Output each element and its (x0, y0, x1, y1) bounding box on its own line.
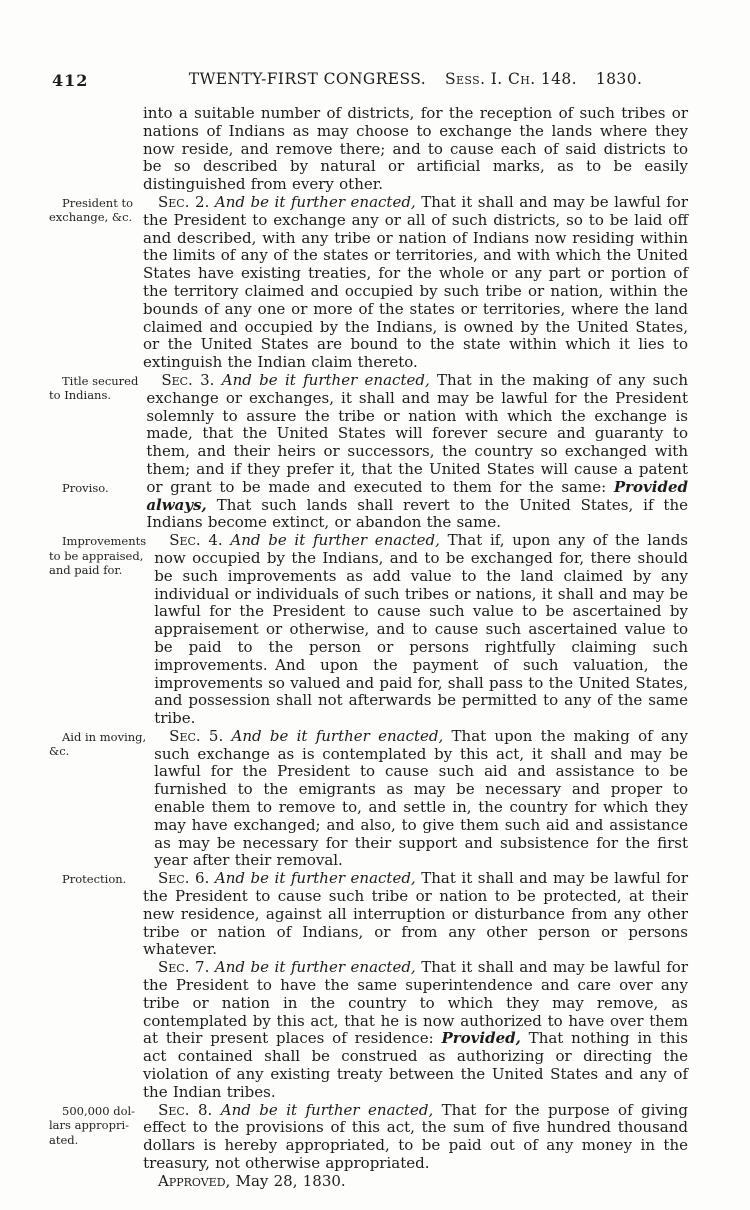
approval-line-row (49, 1173, 688, 1191)
margin-note-line: Title secured (62, 373, 139, 388)
page-number: 412 (52, 71, 89, 90)
margin-note (49, 194, 135, 225)
section-4-note-column (49, 532, 154, 578)
section-8-note-column (49, 1102, 143, 1148)
header-session-chapter: Sess. I. Ch. 148. (444, 70, 577, 88)
section-5-paragraph (154, 728, 688, 870)
text-run: And be it further enacted, (214, 370, 430, 389)
text-run: That upon the making of any such exchange as is contemplated by this act, it shall and may be lawful for the President to cause such aid and assistance to be furnished to the emigrants as may be necessary and proper to enable them to remove to, and settle in, the country for which they may have exchanged; and also, to give them such aid and assistance as may be necessary for their support and subsistence for the first year after their removal. (154, 726, 688, 870)
text-run: And be it further enacted, (209, 869, 416, 888)
margin-note (49, 1102, 135, 1148)
text-run: That nothing in this act contained shall be construed as authorizing or directing the violation of any existing treaty between the United States and any of the Indian tribes. (143, 1029, 688, 1101)
text-run: And be it further enacted, (209, 192, 416, 211)
section-8-paragraph (143, 1102, 688, 1173)
intro-continuation-row (49, 105, 688, 194)
text-run: Sec. 4. (169, 531, 223, 550)
text-run: Sec. 2. (158, 192, 210, 211)
running-header (0, 70, 750, 92)
margin-note (49, 870, 135, 887)
section-3-note-column (49, 372, 146, 495)
text-run: Provided always, (146, 477, 688, 514)
act-body (49, 105, 688, 1210)
section-6-note-column (49, 870, 143, 887)
intro-continuation-paragraph (143, 105, 688, 194)
section-7-paragraph (143, 959, 688, 1101)
text-run: Approved, (158, 1171, 231, 1190)
margin-note (49, 372, 138, 403)
text-run: into a suitable number of districts, for the reception of such tribes or nations of Indians as may choose to exchange the lands where they now reside, and remove there; and to cause each of said districts to be so described by natural or artificial marks, as to be easily distinguished from every other. (143, 104, 688, 194)
margin-note-line: lars appropri- (49, 1118, 130, 1133)
margin-note-line: Aid in moving, (62, 729, 147, 744)
section-6-paragraph (143, 870, 688, 959)
text-run: Sec. 7. (158, 958, 210, 977)
text-run: And be it further enacted, (209, 958, 416, 977)
margin-note-line: Improvements (62, 534, 147, 549)
section-4-paragraph (154, 532, 688, 728)
text-run: Provided, (441, 1029, 521, 1048)
section-5-row (49, 728, 688, 870)
margin-note (49, 728, 146, 759)
section-3-row (49, 372, 688, 532)
margin-note-line: Protection. (62, 872, 127, 887)
text-run: That it shall and may be lawful for the President to exchange any or all of such districts, so to be laid off and described, with any tribe or nation of Indians now residing within the limits of any of the states or territories, and with which the United States have existing treaties, for the whole or any part or portion of the territory claimed and occupied by such tribe or nation, within the bounds of any one or more of the states or territories, where the land claimed and occupied by the Indians, is owned by the United States, or the United States are bound to the state within which it lies to extinguish the Indian claim thereto. (143, 192, 689, 372)
text-run: May 28, 1830. (230, 1171, 346, 1190)
margin-note (49, 479, 138, 496)
section-3-paragraph (146, 372, 688, 532)
text-run: Sec. 5. (169, 726, 224, 745)
section-4-row (49, 532, 688, 728)
header-year: 1830. (595, 70, 643, 88)
text-run: Sec. 6. (158, 869, 210, 888)
section-6-row (49, 870, 688, 959)
section-7-row (49, 959, 688, 1101)
header-congress: TWENTY-FIRST CONGRESS. (188, 70, 427, 88)
text-run: That it shall and may be lawful for the President to cause such tribe or nation to be protected, at their new residence, against all interruption or disturbance from any other tribe or nation of Indians, or from any other person or persons whatever. (143, 869, 689, 959)
section-2-paragraph (143, 194, 688, 372)
text-run: And be it further enacted, (223, 726, 444, 745)
header-title (143, 70, 688, 88)
margin-note-line: exchange, &c. (49, 210, 133, 225)
margin-note-line: 500,000 dol- (62, 1103, 136, 1118)
text-run: And be it further enacted, (222, 531, 440, 550)
text-run: That for the purpose of giving effect to the provisions of this act, the sum of five hundred thousand dollars is hereby appropriated, to be paid out of any money in the treasury, not otherwise appropriated. (143, 1100, 688, 1173)
margin-note-line: to be appraised, (49, 548, 144, 563)
text-run: That it shall and may be lawful for the President to have the same superintendence and care over any tribe or nation in the country to which they may remove, as contemplated by this act, that he is now authorized to have over them at their present places of residence: (143, 958, 689, 1048)
margin-note-line: President to (62, 195, 134, 210)
text-run: That such lands shall revert to the United States, if the Indians become extinct, or abandon the same. (146, 495, 688, 532)
margin-note-line: to Indians. (49, 388, 112, 403)
text-run: Sec. 8. (158, 1100, 213, 1119)
text-run: That in the making of any such exchange or exchanges, it shall and may be lawful for the President solemnly to assure the tribe or nation with which the exchange is made, that the United States will forever secure and guaranty to them, and their heirs or successors, the country so exchanged with them; and if they prefer it, that the United States will cause a patent or grant to be made and executed to them for the same: (146, 370, 688, 496)
text-run: And be it further enacted, (212, 1100, 434, 1119)
margin-note-line: and paid for. (49, 563, 123, 578)
section-5-note-column (49, 728, 154, 759)
margin-note-line: &c. (49, 744, 70, 759)
section-2-note-column (49, 194, 143, 225)
section-2-row (49, 194, 688, 372)
approval-line-paragraph (143, 1173, 688, 1191)
margin-note (49, 532, 146, 578)
margin-note-line: ated. (49, 1132, 79, 1147)
section-8-row (49, 1102, 688, 1173)
margin-note-line: Proviso. (62, 480, 109, 495)
text-run: That if, upon any of the lands now occupied by the Indians, and to be exchanged for, there should be such improvements as add value to the land claimed by any individual or individuals of such tribes or nations, it shall and may be lawful for the President to cause such value to be ascertained by appraisement or otherwise, and to cause such ascertained value to be paid to the person or persons rightfully claiming such improvements. And upon the payment of such valuation, the improvements so valued and paid for, shall pass to the United States, and possession shall not afterwards be permitted to any of the same tribe. (154, 531, 689, 728)
text-run: Sec. 3. (161, 370, 215, 389)
